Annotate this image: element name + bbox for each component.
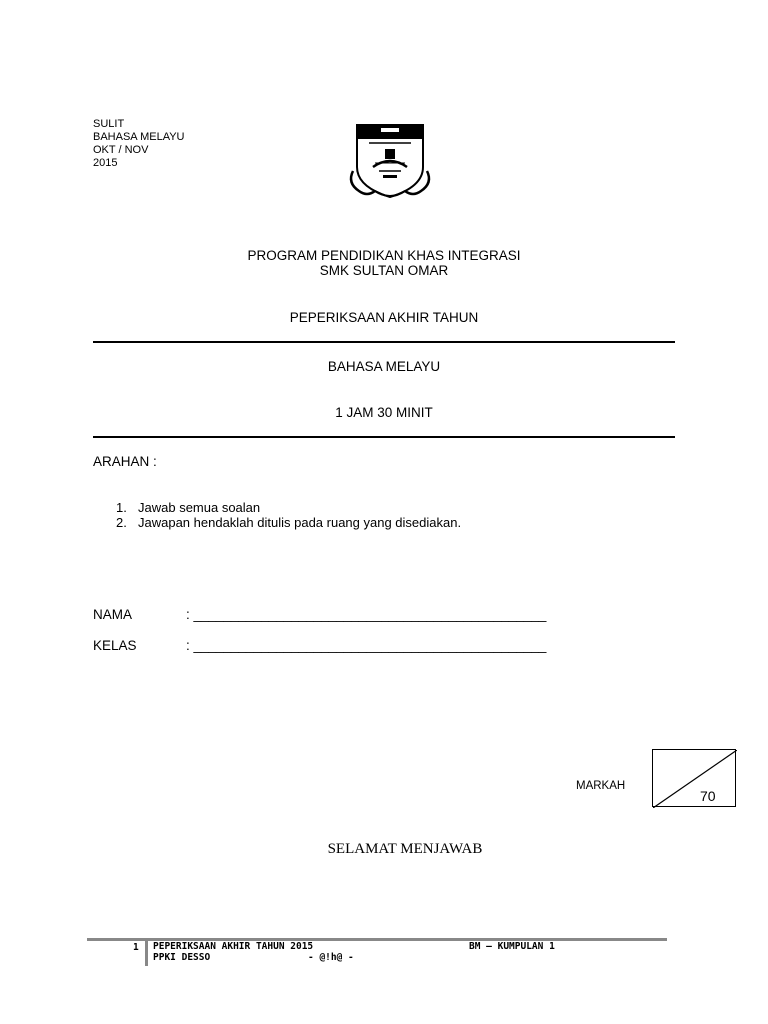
footer-exam-title: PEPERIKSAAN AKHIR TAHUN 2015 — [153, 941, 314, 952]
subject-label: BAHASA MELAYU — [93, 131, 185, 143]
marks-total: 70 — [700, 788, 716, 804]
marks-label: MARKAH — [576, 780, 626, 792]
footer-separator — [145, 940, 148, 966]
duration-label: 1 JAM 30 MINIT — [335, 405, 433, 420]
instruction-item — [116, 515, 461, 530]
footer-unit: PPKI DESSO — [153, 952, 211, 963]
class-field[interactable]: : _______________________________________________ — [186, 638, 547, 653]
page-number: 1 — [133, 942, 139, 953]
footer-paper-code: BM – KUMPULAN 1 — [469, 941, 555, 952]
instruction-text: Jawapan hendaklah ditulis pada ruang yang disediakan. — [138, 515, 462, 530]
name-field[interactable]: : _______________________________________________ — [186, 607, 547, 622]
footer-author: - @!h@ - — [308, 952, 354, 963]
year-label: 2015 — [93, 157, 118, 169]
instruction-text: Jawab semua soalan — [138, 500, 261, 515]
classification-label: SULIT — [93, 118, 125, 130]
divider-top — [93, 341, 675, 343]
exam-title: PEPERIKSAAN AKHIR TAHUN — [289, 310, 479, 325]
class-label: KELAS — [93, 638, 137, 653]
paper-title: BAHASA MELAYU — [327, 359, 441, 374]
document-header — [93, 118, 185, 170]
name-label: NAMA — [93, 607, 133, 622]
instruction-number: 2. — [116, 515, 127, 530]
school-name: SMK SULTAN OMAR — [319, 263, 449, 278]
instructions-heading: ARAHAN : — [93, 454, 157, 469]
closing-message: SELAMAT MENJAWAB — [327, 841, 483, 857]
instruction-item — [116, 500, 260, 515]
marks-diagonal — [653, 750, 737, 808]
program-title: PROGRAM PENDIDIKAN KHAS INTEGRASI — [247, 248, 521, 263]
divider-bottom — [93, 436, 675, 438]
instruction-number: 1. — [116, 500, 127, 515]
school-crest-logo — [345, 121, 435, 203]
session-label: OKT / NOV — [93, 144, 149, 156]
marks-box[interactable] — [652, 749, 736, 807]
